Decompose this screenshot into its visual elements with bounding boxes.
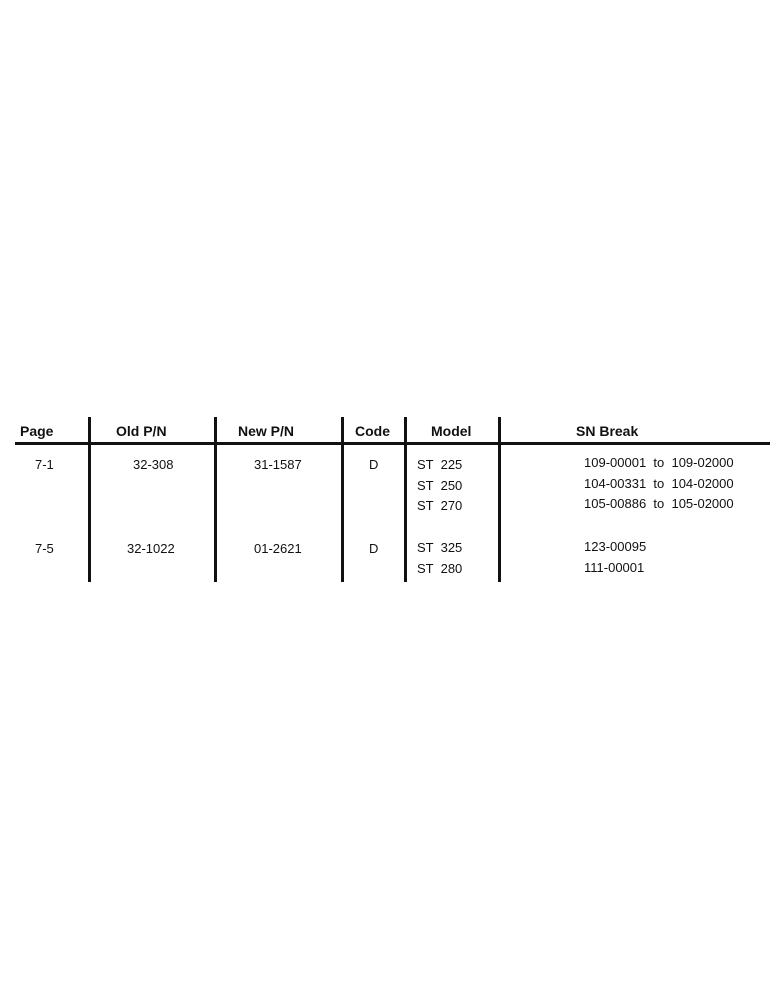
header-rule <box>15 442 770 445</box>
header-model: Model <box>431 423 472 439</box>
cell-model: ST 270 <box>417 498 463 513</box>
cell-sn-break: 105-00886 to 105-02000 <box>584 496 734 511</box>
column-divider <box>214 417 217 582</box>
column-divider <box>498 417 501 582</box>
cell-model: ST 250 <box>417 478 463 493</box>
header-code: Code <box>355 423 390 439</box>
cell-old-pn: 32-1022 <box>127 541 175 556</box>
column-divider <box>341 417 344 582</box>
cell-new-pn: 01-2621 <box>254 541 302 556</box>
cell-page: 7-5 <box>35 541 54 556</box>
header-sn-break: SN Break <box>576 423 639 439</box>
cell-model: ST 325 <box>417 540 463 555</box>
cell-old-pn: 32-308 <box>133 457 174 472</box>
cell-code: D <box>369 541 379 556</box>
header-old-pn: Old P/N <box>116 423 167 439</box>
cell-sn-break: 109-00001 to 109-02000 <box>584 455 734 470</box>
cell-new-pn: 31-1587 <box>254 457 302 472</box>
cell-page: 7-1 <box>35 457 54 472</box>
cell-code: D <box>369 457 379 472</box>
cell-sn-break: 104-00331 to 104-02000 <box>584 476 734 491</box>
cell-model: ST 225 <box>417 457 463 472</box>
header-page: Page <box>20 423 54 439</box>
column-divider <box>404 417 407 582</box>
column-divider <box>88 417 91 582</box>
header-new-pn: New P/N <box>238 423 295 439</box>
cell-sn-break: 123-00095 <box>584 539 647 554</box>
cell-sn-break: 111-00001 <box>584 560 645 575</box>
cell-model: ST 280 <box>417 561 463 576</box>
